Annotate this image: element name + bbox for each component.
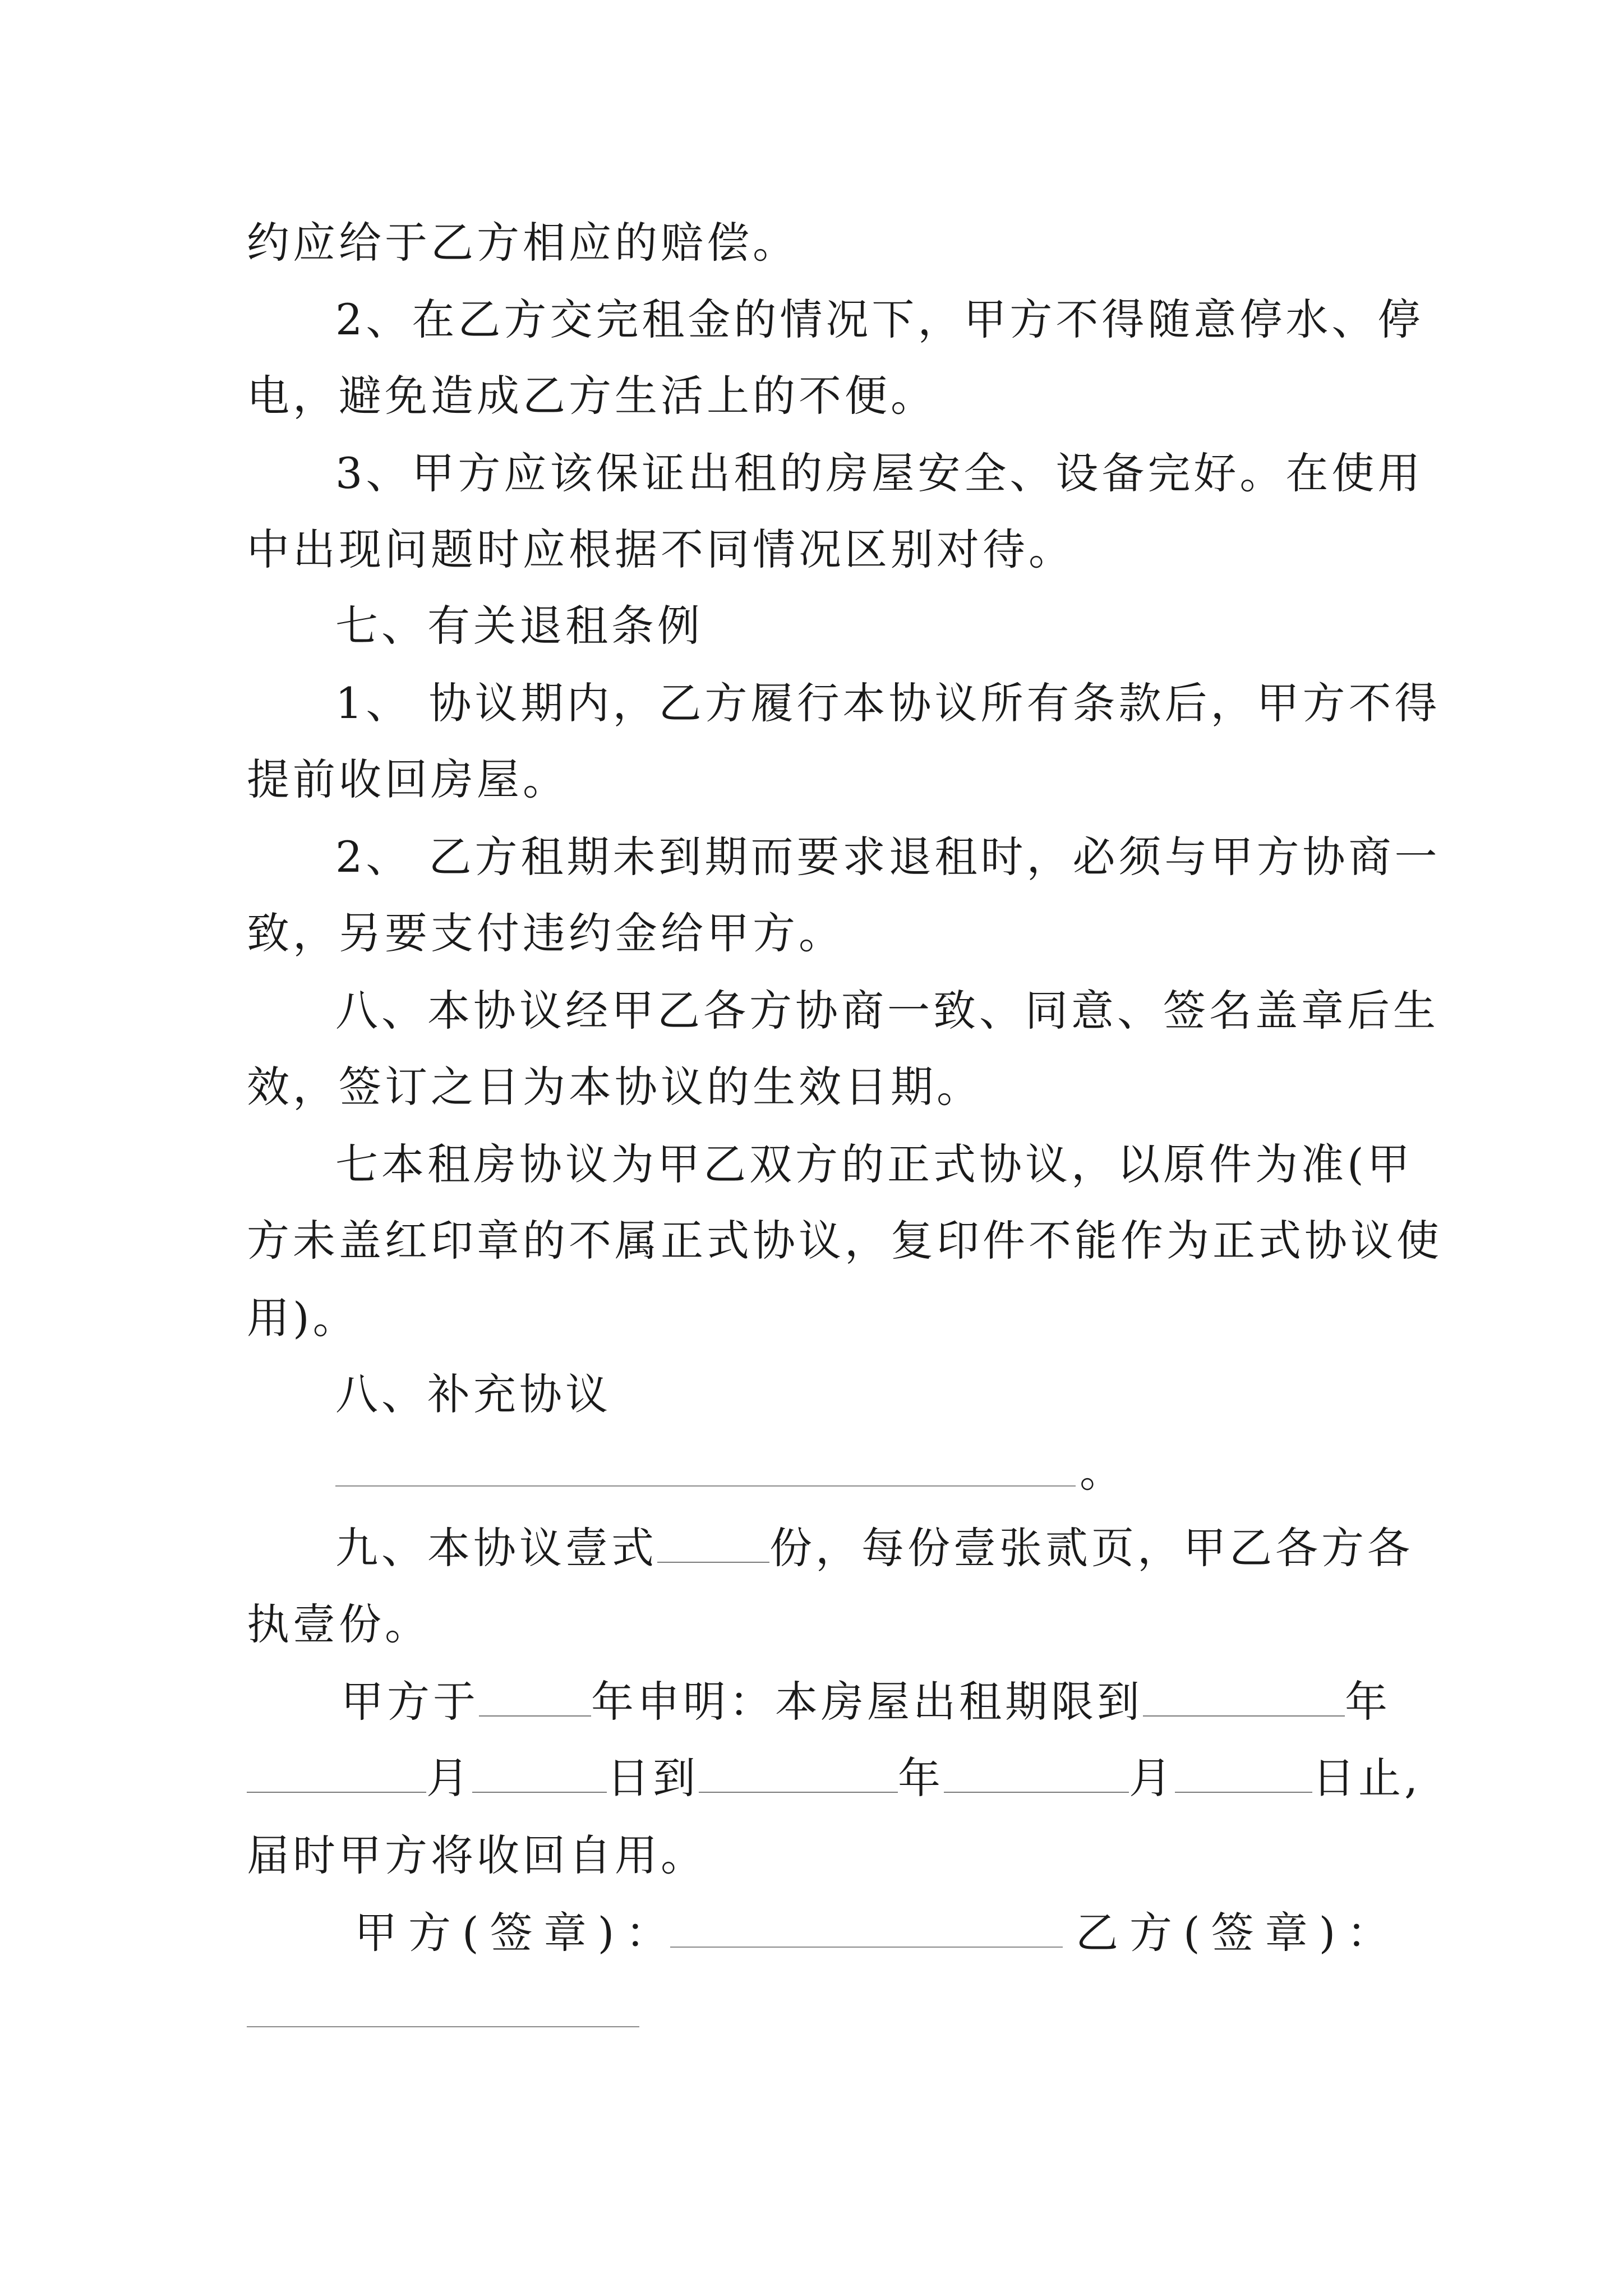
text-span: 甲方于 <box>341 1677 479 1727</box>
text-span: 日止, <box>1312 1753 1422 1803</box>
fill-in-blank <box>335 1485 1076 1487</box>
text-line: 执壹份。 <box>247 1599 431 1649</box>
text-line: 2、在乙方交完租金的情况下，甲方不得随意停水、停 <box>335 295 1424 344</box>
fill-in-blank <box>479 1684 591 1717</box>
text-line: 致，另要支付违约金给甲方。 <box>247 908 845 958</box>
text-span: 年申明：本房屋出租期限到 <box>591 1677 1143 1727</box>
section-heading: 七、有关退租条例 <box>335 601 703 651</box>
text-span: 年 <box>898 1753 944 1803</box>
text-line: 八、本协议经甲乙各方协商一致、同意、签名盖章后生 <box>335 986 1439 1036</box>
text-line: 。 <box>1080 1447 1126 1497</box>
signature-line-party-a <box>670 1947 1063 1948</box>
text-span: 月 <box>1129 1753 1175 1803</box>
fill-in-blank <box>1175 1760 1312 1793</box>
text-line: 约应给于乙方相应的赔偿。 <box>247 218 799 268</box>
text-line: 届时甲方将收回自用。 <box>247 1830 707 1880</box>
text-line: 1、 协议期内，乙方履行本协议所有条款后，甲方不得 <box>335 678 1441 728</box>
text-line: 2、 乙方租期未到期而要求退租时，必须与甲方协商一 <box>335 832 1441 882</box>
text-line <box>341 1677 1391 1727</box>
fill-in-blank <box>1143 1684 1345 1717</box>
fill-in-blank <box>247 1760 426 1793</box>
text-line: 电，避免造成乙方生活上的不便。 <box>247 371 937 421</box>
signature-label-party-b: 乙方(签章)： <box>1076 1908 1401 1958</box>
text-line: 3、甲方应该保证出租的房屋安全、设备完好。在使用 <box>335 448 1424 498</box>
signature-label-party-a: 甲方(签章)： <box>354 1908 680 1958</box>
text-line <box>247 1753 1422 1803</box>
text-span: 九、本协议壹式 <box>335 1523 657 1573</box>
section-heading: 八、补充协议 <box>335 1369 611 1419</box>
text-line: 效，签订之日为本协议的生效日期。 <box>247 1062 983 1112</box>
fill-in-blank <box>472 1760 607 1793</box>
fill-in-blank <box>699 1760 898 1793</box>
text-line: 中出现问题时应根据不同情况区别对待。 <box>247 524 1075 574</box>
text-span: 月 <box>426 1753 472 1803</box>
fill-in-blank <box>657 1530 769 1563</box>
text-span: 日到 <box>607 1753 699 1803</box>
text-line: 用)。 <box>247 1293 359 1343</box>
text-span: 份，每份壹张贰页，甲乙各方各 <box>769 1523 1413 1573</box>
text-line: 七本租房协议为甲乙双方的正式协议，以原件为准(甲 <box>335 1139 1413 1189</box>
text-line: 方未盖红印章的不属正式协议，复印件不能作为正式协议使 <box>247 1216 1442 1266</box>
fill-in-blank <box>944 1760 1129 1793</box>
signature-line-party-b <box>247 2026 639 2027</box>
text-span: 年 <box>1345 1677 1391 1727</box>
text-line: 提前收回房屋。 <box>247 754 569 804</box>
text-line <box>335 1523 1413 1573</box>
